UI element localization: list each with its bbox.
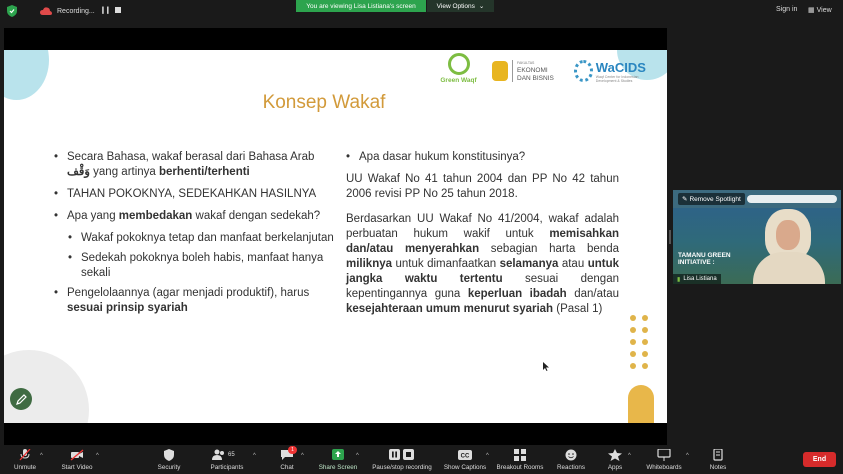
chevron-up-icon[interactable]: ^ (253, 453, 256, 459)
captions-icon (458, 449, 472, 461)
annotate-button[interactable] (10, 388, 32, 410)
start-video-button[interactable]: Start Video (58, 449, 96, 473)
stop-recording-icon[interactable] (115, 7, 121, 13)
share-screen-button[interactable]: Share Screen (318, 449, 358, 473)
participants-icon (212, 449, 226, 461)
shield-icon[interactable] (7, 5, 17, 17)
slide-left-column (54, 150, 339, 323)
presentation-slide (4, 50, 667, 423)
video-off-icon (70, 449, 84, 461)
view-button[interactable] (808, 6, 832, 14)
paragraph: UU Wakaf No 41 tahun 2004 dan PP No 42 tahun 2006 revisi PP No 25 tahun 2018. (346, 173, 619, 200)
participants-count: 65 (228, 452, 235, 458)
smiley-icon (564, 449, 578, 461)
unmute-button[interactable]: Unmute (10, 449, 40, 473)
video-banner-text: TAMANU GREEN INITIATIVE : (678, 252, 731, 266)
pencil-icon (16, 394, 27, 405)
reactions-button[interactable]: Reactions (556, 449, 586, 473)
recording-label: Recording... (57, 7, 95, 15)
shield-icon (162, 449, 176, 461)
wacids-logo: WaCIDS Waqf Center for Indonesian Development & Studies (574, 55, 660, 87)
stop-icon (403, 449, 414, 460)
breakout-rooms-button[interactable]: Breakout Rooms (495, 449, 545, 473)
pause-stop-recording-button[interactable]: Pause/stop recording (370, 449, 434, 473)
apps-button[interactable]: Apps (604, 449, 626, 473)
bullet-item: • Pengelolaannya (agar menjadi produktif), harus sesuai prinsip syariah (54, 286, 339, 316)
chevron-up-icon[interactable]: ^ (686, 453, 689, 459)
view-options-button[interactable] (426, 0, 494, 12)
notes-button[interactable]: Notes (706, 449, 730, 473)
svg-text:CC: CC (460, 453, 470, 460)
sub-bullet-item: • Sedekah pokoknya boleh habis, manfaat hanya sekali (54, 251, 339, 281)
pin-icon: ✎ (682, 196, 688, 203)
whiteboards-button[interactable]: Whiteboards (644, 449, 684, 473)
chevron-up-icon[interactable]: ^ (96, 453, 99, 459)
notes-icon (711, 449, 725, 461)
pause-recording-icon[interactable]: ❙❙ (100, 7, 110, 14)
grid-icon: ▦ (808, 7, 815, 14)
paragraph: Berdasarkan UU Wakaf No 41/2004, wakaf adalah perbuatan hukum wakif untuk memisahkan dan/atau menyerahkan sebagian harta benda miliknya untuk dimanfaatkan selamanya atau untuk jangka waktu tertentu sesuai dengan kepentingannya guna keperluan ibadah dan/atau kesejahteraan umum menurut syariah (Pasal 1) (346, 213, 619, 315)
participant-body (753, 252, 825, 284)
chevron-up-icon[interactable]: ^ (40, 453, 43, 459)
chat-button[interactable]: 1 Chat (276, 449, 298, 473)
recording-indicator (40, 3, 95, 19)
meeting-toolbar (0, 447, 843, 474)
decorative-blob (4, 350, 89, 423)
signal-bars-icon: ▮ (677, 276, 681, 283)
participant-face (776, 220, 800, 250)
view-label: View (816, 6, 832, 14)
slide-right-column (346, 150, 619, 327)
bullet-item: • Apa dasar hukum konstitusinya? (346, 150, 619, 165)
show-captions-button[interactable]: CC Show Captions (442, 449, 488, 473)
chevron-down-icon: ⌄ (478, 3, 485, 10)
participants-button[interactable]: 65 Participants (207, 449, 247, 473)
chevron-up-icon[interactable]: ^ (486, 453, 489, 459)
sub-bullet-item: • Wakaf pokoknya tetap dan manfaat berkelanjutan (54, 231, 339, 246)
decorative-dots (628, 315, 652, 370)
participant-name-tag: ▮ Lisa Listiana (673, 274, 721, 284)
security-button[interactable]: Security (154, 449, 184, 473)
viewing-banner: You are viewing Lisa Listiana's screen (296, 0, 426, 12)
sign-in-link[interactable]: Sign in (776, 6, 798, 13)
pause-icon (389, 449, 400, 460)
cloud-record-icon (40, 7, 52, 16)
bullet-item: • TAHAN POKOKNYA, SEDEKAHKAN HASILNYA (54, 187, 339, 202)
chevron-up-icon[interactable]: ^ (356, 453, 359, 459)
remove-spotlight-button[interactable]: ✎ Remove Spotlight (678, 193, 745, 205)
feb-logo: FAKULTAS EKONOMI DAN BISNIS (492, 56, 572, 86)
apps-icon (608, 449, 622, 461)
decorative-blob (4, 50, 49, 100)
end-meeting-button[interactable]: End (803, 452, 836, 467)
chevron-up-icon[interactable]: ^ (628, 453, 631, 459)
chat-badge: 1 (288, 446, 297, 454)
bullet-item: • Apa yang membedakan wakaf dengan sedekah? (54, 209, 339, 224)
share-screen-icon (331, 449, 345, 461)
whiteboard-icon (657, 449, 671, 461)
breakout-rooms-icon (513, 449, 527, 461)
bullet-item: • Secara Bahasa, wakaf berasal dari Bahasa Arab وَقْف yang artinya berhenti/terhenti (54, 150, 339, 180)
panel-resize-handle[interactable] (669, 230, 671, 244)
chevron-up-icon[interactable]: ^ (301, 453, 304, 459)
green-waqf-logo: Green Waqf (436, 53, 481, 89)
mouse-cursor-icon (543, 362, 549, 371)
microphone-muted-icon (18, 449, 32, 461)
slide-title: Konsep Wakaf (262, 92, 386, 113)
view-options-label: View Options (436, 2, 475, 10)
participant-video-tile[interactable] (673, 190, 841, 284)
decorative-bar (628, 385, 654, 423)
top-bar (0, 0, 843, 22)
video-logos-strip (747, 195, 837, 203)
